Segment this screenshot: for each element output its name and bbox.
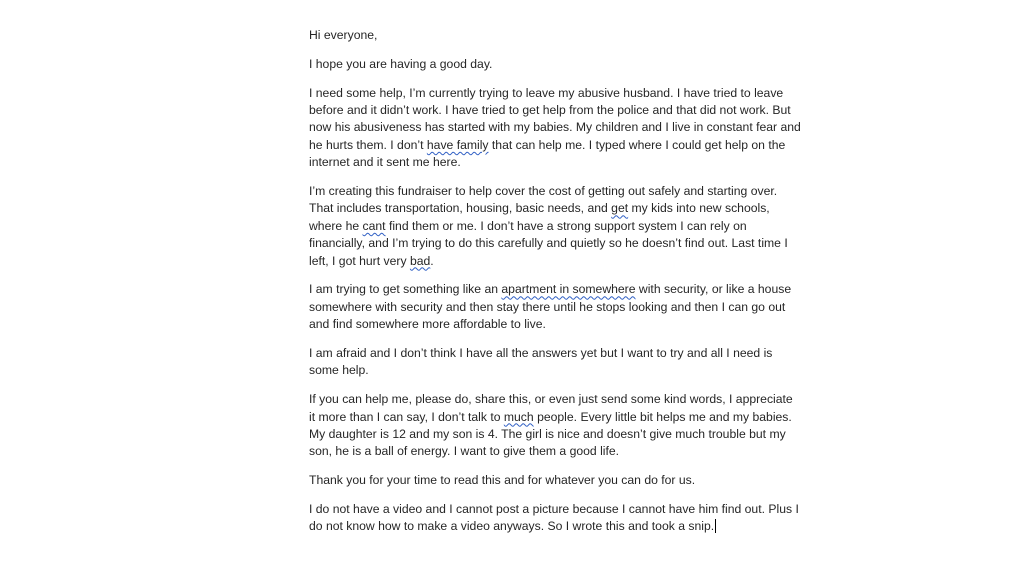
document-body[interactable] [309, 27, 801, 547]
text-run: I am trying to get something like an [309, 282, 502, 297]
text-run: I need some help, I’m currently trying to leave my abusive husband. I have tried to leave before and it didn’t work. I have tried to get help from the police and that did not work. But now his abusiveness has started with my babies. My children and I live in constant fear and he hurts them. I don’t [309, 85, 801, 152]
text-run: my kids into new schools, where he [309, 201, 770, 233]
text-run: If you can help me, please do, share this, or even just send some kind words, I appreciate it more than I can say, I don’t talk to [309, 392, 793, 424]
spellcheck-flagged-text[interactable]: much [503, 409, 534, 424]
paragraph-please-help [309, 391, 801, 461]
spellcheck-flagged-text[interactable]: get [611, 201, 629, 216]
paragraph-greeting: Hi everyone, [309, 28, 378, 42]
paragraph-housing [309, 281, 801, 333]
text-run: people. Every little bit helps me and my babies. My daughter is 12 and my son is 4. The girl is nice and doesn’t give much trouble but my son, he is a ball of energy. I want to give them a good life. [309, 409, 792, 459]
spellcheck-flagged-text[interactable]: have family [426, 137, 489, 152]
text-run: find them or me. I don’t have a strong support system I can rely on financially, and I’m trying to do this carefully and quietly so he doesn’t find out. Last time I left, I got hurt very [309, 218, 788, 268]
text-run: with security, or like a house somewhere with security and then stay there until he stops looking and then I can go out and find somewhere more affordable to live. [309, 282, 792, 332]
spellcheck-flagged-text[interactable]: bad [409, 253, 431, 268]
text-run: . [430, 253, 434, 268]
paragraph-fundraiser [309, 183, 801, 270]
paragraph-hope: I hope you are having a good day. [309, 56, 493, 71]
spellcheck-flagged-text[interactable]: apartment in somewhere [501, 282, 636, 297]
paragraph-need-help [309, 85, 801, 172]
spellcheck-flagged-text[interactable]: cant [362, 218, 386, 233]
paragraph-thank-you: Thank you for your time to read this and for whatever you can do for us. [309, 473, 696, 488]
text-run: I do not have a video and I cannot post a picture because I cannot have him find out. Plus I do not know how to make a video anyways. So I wrote this and took a snip. [309, 502, 799, 534]
text-run: that can help me. I typed where I could get help on the internet and it sent me here. [309, 137, 786, 170]
text-run: I’m creating this fundraiser to help cover the cost of getting out safely and starting over. That includes transportation, housing, basic needs, and [309, 184, 778, 216]
paragraph-afraid: I am afraid and I don’t think I have all the answers yet but I want to try and all I need is some help. [309, 346, 773, 378]
paragraph-no-video [309, 501, 801, 536]
text-cursor [715, 519, 716, 533]
